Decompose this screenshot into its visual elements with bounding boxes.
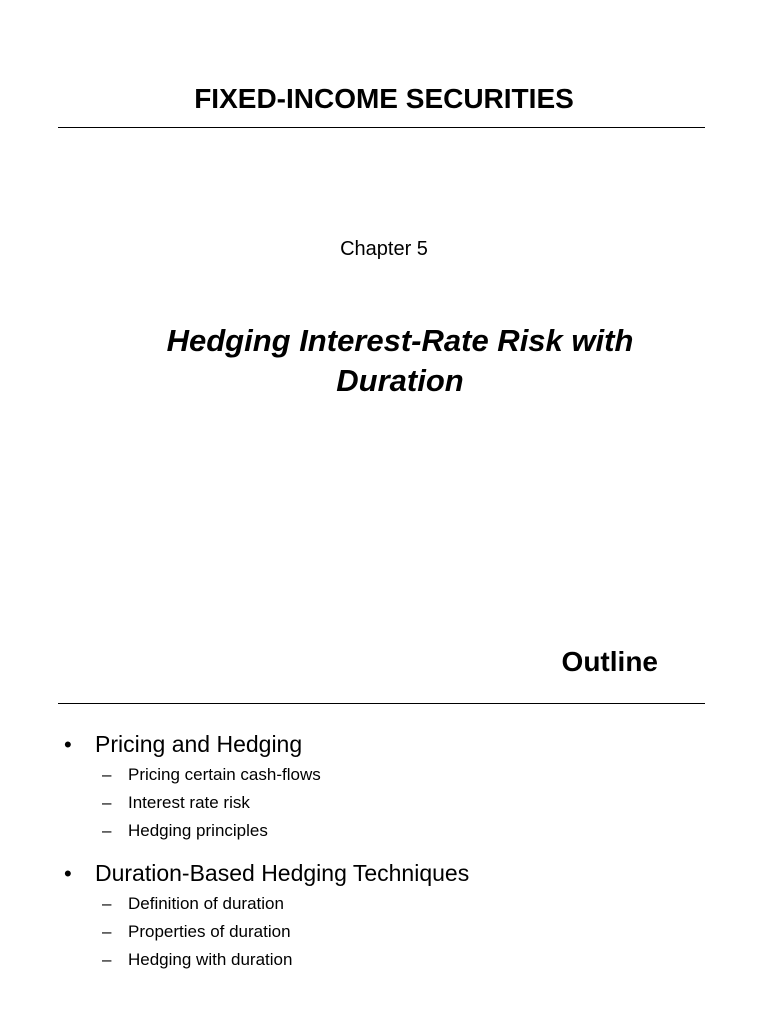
dash-icon: –: [102, 793, 112, 812]
subtitle-line-1: Hedging Interest-Rate Risk with: [166, 323, 634, 358]
outline-sub-list: [64, 761, 704, 845]
outline-item-row: [64, 728, 704, 761]
outline-item: [64, 857, 704, 974]
outline-sub-item: [102, 890, 704, 918]
outline-sub-item-label: Hedging with duration: [128, 950, 293, 969]
outline-item: [64, 728, 704, 845]
dash-icon: –: [102, 765, 112, 784]
outline-list: [64, 728, 704, 986]
outline-sub-item: [102, 761, 704, 789]
bullet-icon: •: [64, 732, 72, 757]
dash-icon: –: [102, 894, 112, 913]
outline-item-row: [64, 857, 704, 890]
outline-sub-item: [102, 946, 704, 974]
outline-item-label: Duration-Based Hedging Techniques: [95, 860, 470, 886]
outline-sub-item-label: Pricing certain cash-flows: [128, 765, 321, 784]
subtitle-line-2: Duration: [336, 363, 464, 398]
dash-icon: –: [102, 821, 112, 840]
outline-sub-list: [64, 890, 704, 974]
outline-sub-item: [102, 817, 704, 845]
outline-sub-item-label: Properties of duration: [128, 922, 291, 941]
chapter-label: Chapter 5: [340, 238, 428, 260]
slide-title: FIXED-INCOME SECURITIES: [194, 83, 574, 114]
outline-sub-item: [102, 789, 704, 817]
outline-item-label: Pricing and Hedging: [95, 731, 303, 757]
dash-icon: –: [102, 950, 112, 969]
outline-divider: [58, 703, 705, 704]
slide-subtitle: [110, 321, 690, 401]
outline-sub-item: [102, 918, 704, 946]
title-divider: [58, 127, 705, 128]
bullet-icon: •: [64, 861, 72, 886]
dash-icon: –: [102, 922, 112, 941]
outline-sub-item-label: Hedging principles: [128, 821, 268, 840]
outline-heading: Outline: [561, 646, 658, 677]
outline-sub-item-label: Interest rate risk: [128, 793, 250, 812]
outline-sub-item-label: Definition of duration: [128, 894, 284, 913]
